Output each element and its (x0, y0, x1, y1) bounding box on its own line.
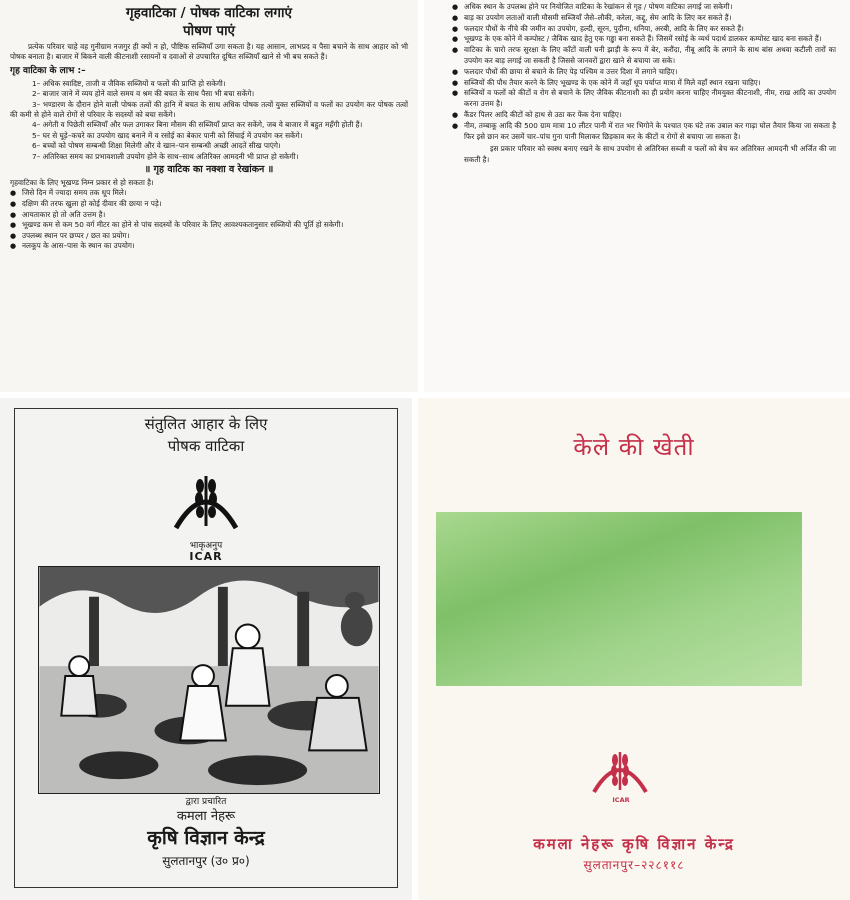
icar-logo-icon (588, 744, 652, 798)
bullet-icon: ● (10, 210, 17, 219)
leaflet-left-page (0, 0, 418, 392)
bullet-icon: ● (452, 89, 459, 98)
icar-logo-icon (166, 466, 246, 538)
cover-title: केले की खेती (573, 433, 695, 461)
cover-nutrition-garden (0, 398, 412, 900)
list-item: ● सब्जियों की पौध तैयार करने के लिए भूखण्ड के एक कोने में जहाँ धूप पर्याप्त मात्रा में मिले वहाँ स्थान रखना चाहिए। (452, 77, 761, 87)
list-item: ● कैंडर पिलर आदि कीटों को हाथ से उठा कर फेंक देना चाहिए। (452, 109, 622, 119)
bullet-icon: ● (452, 35, 459, 44)
list-item: ● सब्जियों व फलों को कीटों व रोग से बचाने के लिए जैविक कीटनाशी का ही प्रयोग करना चाहिए नीमयुक्त कीटनाशी, नीम, राख आदि का उपयोग करना उत्तम है। (452, 88, 836, 109)
list-item: ● अधिक स्थान के उपलब्ध होने पर नियोजित वाटिका के रेखांकन से गृह / पोषण वाटिका लगाई जा सकेगी। (452, 2, 733, 11)
bullet-icon: ● (452, 24, 459, 33)
layout-heading: ॥ गृह वाटिक का नक्शा व रेखांकन ॥ (144, 164, 274, 176)
bullet-icon: ● (452, 46, 459, 55)
bullet-icon: ● (10, 200, 17, 209)
list-item: ● वाटिका के चारो तरफ सुरक्षा के लिए काँटों वाली घनी झाड़ी के रूप में बेर, करौंदा, नीबू आदि के लगाने के साथ बांस अथवा कटीली तारों का उपयोग कर बाड़ लगाई जा सकती है जिससे जानवरों द्वारा खाने से बचाया जा सके। (452, 45, 836, 65)
list-item: ● फलदार पौधों के नीचे की जमीन का उपयोग, हल्दी, सूरन, पुदीना, धनिया, अरबी, आदि के लिए कर सकते हैं। (452, 23, 744, 33)
list-item: ● दक्षिण की तरफ खुला हो कोई दीवार की छाया न पड़े। (10, 199, 162, 209)
layout-intro: गृहवाटिका के लिए भूखण्ड निम्न प्रकार से हो सकता है। (10, 178, 154, 188)
leaflet-left-title: गृहवाटिका / पोषक वाटिका लगाएं (126, 5, 292, 21)
garden-illustration (38, 566, 380, 794)
list-item: ● बाड़ का उपयोग लताओं वाली मौसमी सब्जियाँ जैसे–लौकी, करेला, कद्दू, सेम आदि के लिए कर सकते हैं। (452, 12, 732, 22)
bullet-icon: ● (452, 67, 459, 76)
leaflet-left-subtitle: पोषण पाएं (182, 23, 236, 39)
list-item: ● नलकूप के आस–पास के स्थान का उपयोग। (10, 241, 135, 251)
bullet-icon: ● (10, 189, 17, 198)
bullet-icon: ● (452, 78, 459, 87)
leaflet-left-intro: प्रत्येक परिवार चाहे वह गुनीग्राम नजगुर ही क्यों न हो, पौष्टिक सब्जियाँ उगा सकता है। यह आसान, लाभप्रद व पैसा बचाने के साथ आहार को भी पोषक बनाता है। बाजार में बिकने वाली कीटनाशी रसायनों व दवाओं से उपचारित दूषित सब्जियाँ खाने से भी बच सकते हैं। (10, 42, 408, 62)
kvk-place: सुलतानपुर–२२८११८ (583, 858, 685, 872)
bullet-icon: ● (10, 242, 17, 251)
cover-title-line1: संतुलित आहार के लिए (144, 415, 268, 433)
logo-caption: ICAR (612, 796, 630, 804)
cover-banana-cultivation (418, 398, 850, 900)
benefit-item: 3– भण्डारण के दौरान होने वाली पोषक तत्वों की हानि में बचत के साथ अधिक पोषक तत्वों युक्त सब्जियों व फलों का उपयोग कर पोषक तत्वों की कमी से होने वाले रोगों से परिवार के सदस्यों को बचा सकेंगे। (10, 99, 408, 120)
cover-title-line2: पोषक वाटिका (167, 437, 245, 455)
benefit-item: 1– अधिक स्वादिष्ट, ताजी व जैविक सब्जियों व फलों की प्राप्ति हो सकेगी। (32, 78, 226, 88)
org-name-english: ICAR (189, 550, 223, 563)
list-item: ● नीम, तम्बाकू आदि की 500 ग्राम मात्रा 10 लीटर पानी में रात भर भिगोने के पश्चात एक घंटे तक उबाल कर गाढ़ा घोल तैयार किया जा सकता है फिर इसे छान कर उसमें चार–पांच गुना पानी मिलाकर छिड़काव कर के कीटों व रोगों से बचाया जा सकता है। (452, 120, 836, 141)
banana-field-photo (436, 512, 802, 686)
layout-points-list (10, 188, 408, 252)
list-item: ● जिसे दिन में ज्यादा समय तक धूप मिले। (10, 188, 127, 198)
list-item: ● आयताकार हो तो अति उत्तम है। (10, 209, 106, 219)
bullet-icon: ● (10, 231, 17, 240)
leaflet-right-page (424, 0, 850, 392)
benefit-item: 7– अतिरिक्त समय का प्रभावशाली उपयोग होने के साथ–साथ अतिरिक्त आमदनी भी प्राप्त हो सकेगी। (32, 151, 299, 161)
list-item: ● फलदार पौधों की छाया से बचाने के लिए पेड़ पश्चिम व उत्तर दिशा में लगाने चाहिए। (452, 66, 678, 76)
list-item: ● उपलब्ध स्थान पर छप्पर / छत का प्रयोग। (10, 230, 130, 240)
bullet-icon: ● (452, 121, 459, 130)
bullet-icon: ● (452, 13, 459, 22)
list-item: ● भूखण्ड के एक कोने में कम्पोस्ट / जैविक खाद हेतु एक गड्ढा बना सकते हैं। जिसमें रसोई के व्यर्थ पदार्थ डालकर कम्पोस्ट खाद बना सकते हैं। (452, 34, 822, 44)
benefits-heading: गृह वाटिका के लाभ :– (10, 65, 86, 76)
publisher-label: द्वारा प्रचारित (185, 797, 227, 807)
benefit-item: 4– अगेती व पिछेती सब्जियाँ और फल उगाकर बिना मौसम की सब्जियाँ प्राप्त कर सकेंगे, जब ये बाजार में बहुत महँगी होती हैं। (32, 120, 363, 130)
org-name-hindi: भाकृअनुप (189, 541, 223, 551)
benefits-list (10, 79, 408, 162)
publisher-name: कमला नेहरू (176, 809, 236, 824)
kvk-name: कृषि विज्ञान केन्द्र (147, 827, 265, 849)
kvk-place: सुलतानपुर (उ० प्र०) (162, 854, 250, 868)
benefit-item: 5– घर से घूड़े–कचरे का उपयोग खाद बनाने में व रसोई का बेकार पानी को सिंचाई में उपयोग कर सकेंगे। (32, 130, 303, 140)
bullet-icon: ● (10, 221, 17, 230)
bullet-icon: ● (452, 110, 459, 119)
closing-paragraph: इस प्रकार परिवार को स्वस्थ बनाए रखने के साथ उपयोग से अतिरिक्त सब्जी व फलों को बेच कर अतिरिक्त आमदनी भी अर्जित की जा सकती है। (464, 144, 836, 165)
benefit-item: 2– बाजार जाने में व्यय होने वाले समय व श्रम की बचत के साथ पैसा भी बचा सकेंगे। (32, 89, 255, 99)
tips-list (452, 2, 836, 142)
kvk-name: कमला नेहरू कृषि विज्ञान केन्द्र (533, 835, 735, 853)
list-item: ● भूखण्ड कम से कम 50 वर्ग मीटर का होने से पांच सदस्यों के परिवार के लिए आवश्यकतानुसार सब्जियों की पूर्ति हो सकेगी। (10, 220, 344, 230)
bullet-icon: ● (452, 3, 459, 11)
benefit-item: 6– बच्चों को पोषण सम्बन्धी शिक्षा मिलेगी और वे खान–पान सम्बन्धी अच्छी आदतें सीख पाएंगे। (32, 141, 281, 151)
